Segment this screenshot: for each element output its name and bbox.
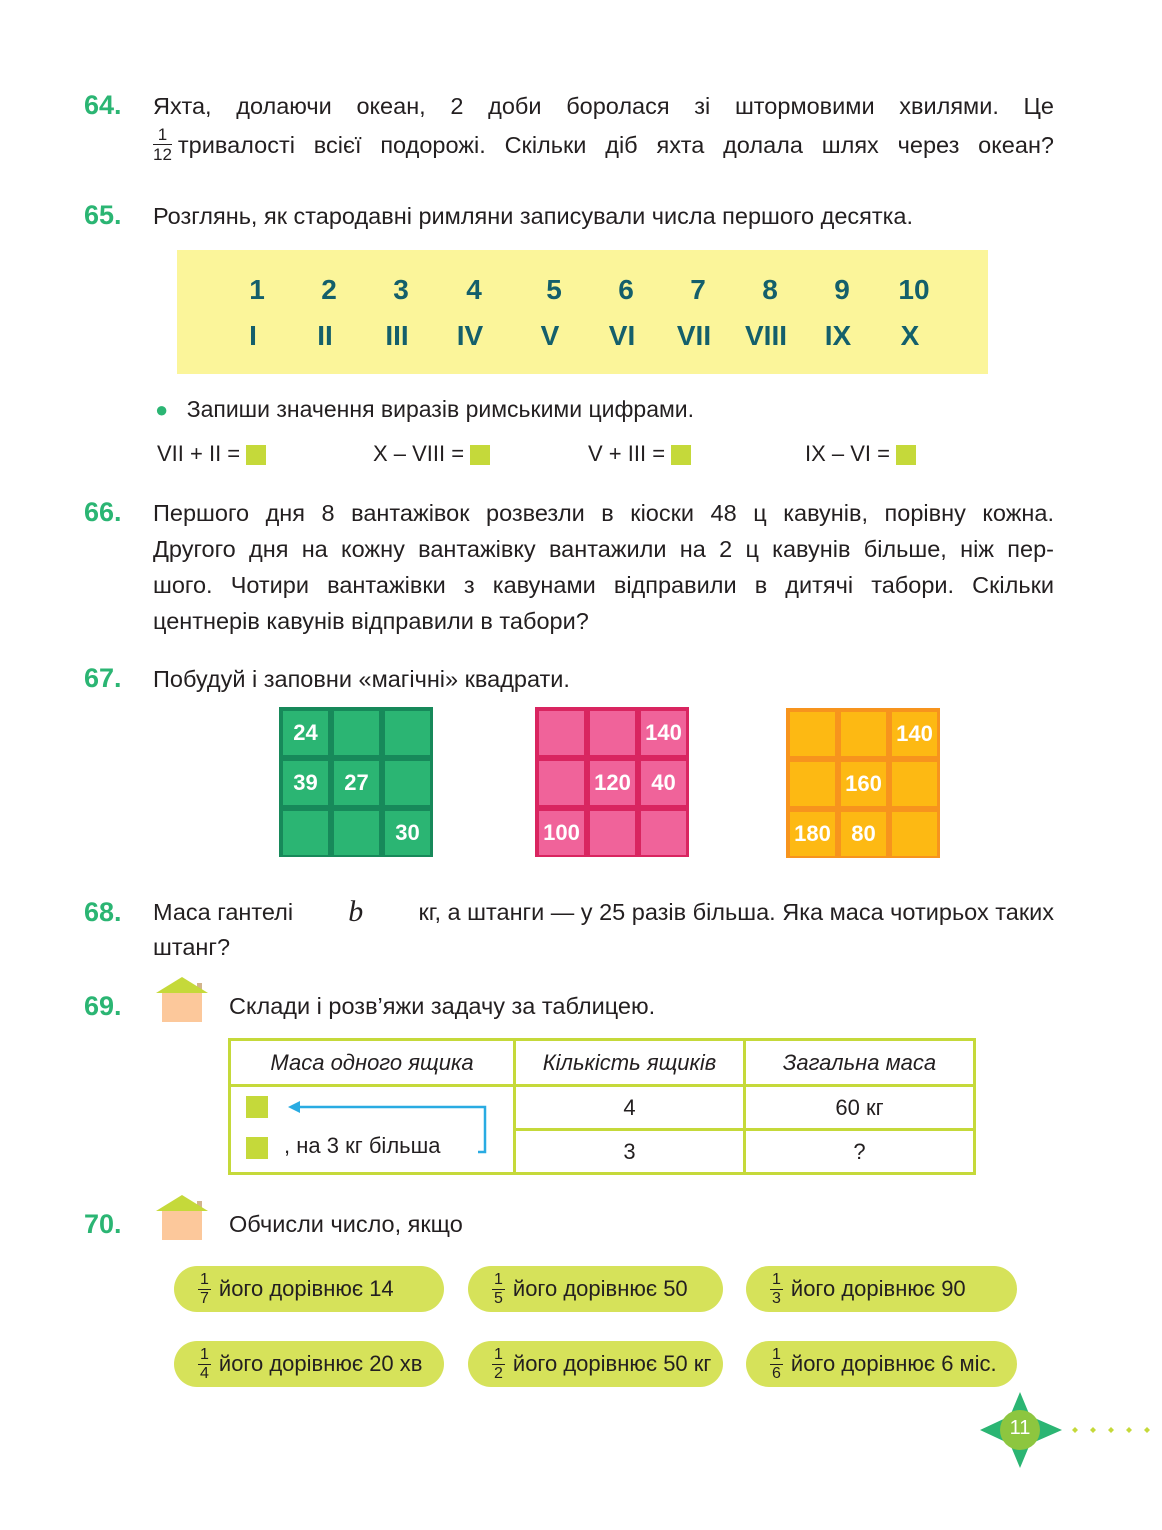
problem-number-64: 64. bbox=[84, 90, 122, 120]
fraction-denominator: 3 bbox=[772, 1289, 781, 1307]
count-cell-2: 3 bbox=[515, 1130, 745, 1174]
arabic-numeral: 8 bbox=[762, 274, 778, 305]
magic-square-cell bbox=[590, 811, 635, 855]
problem-66-line3: шого. Чотири вантажівки з кавунами відправили в дитячі табори. Скільки bbox=[153, 572, 1054, 598]
fraction-numerator: 1 bbox=[772, 1345, 781, 1363]
fraction-denominator: 4 bbox=[200, 1364, 209, 1382]
problem-68-part1: Маса гантелі bbox=[153, 899, 294, 925]
fraction-1-12 bbox=[153, 126, 172, 163]
magic-square-cell: 30 bbox=[385, 811, 430, 855]
arabic-numeral: 3 bbox=[393, 274, 409, 305]
expr-4 bbox=[805, 436, 916, 472]
row2-label: , на 3 кг більша bbox=[284, 1133, 441, 1158]
problem-number-65: 65. bbox=[84, 200, 122, 230]
arabic-numeral: 7 bbox=[690, 274, 706, 305]
expr-3 bbox=[588, 436, 691, 472]
arabic-numeral: 9 bbox=[834, 274, 850, 305]
problem-64-line2: тривалості всієї подорожі. Скільки діб яхта долала шлях через океан? bbox=[177, 131, 1054, 158]
home-task-icon bbox=[156, 977, 208, 1023]
magic-square-cell: 39 bbox=[283, 761, 328, 805]
arabic-numeral: 10 bbox=[898, 274, 930, 305]
roman-numeral: IX bbox=[824, 320, 852, 351]
magic-square-orange bbox=[786, 708, 940, 858]
answer-box bbox=[470, 445, 490, 465]
magic-square-cell: 140 bbox=[641, 711, 686, 755]
roman-numeral: V bbox=[540, 320, 560, 351]
pill-text: його дорівнює 90 bbox=[790, 1276, 966, 1301]
condition-pill bbox=[468, 1341, 723, 1387]
magic-square-cell bbox=[790, 762, 835, 806]
pill-fraction bbox=[492, 1347, 505, 1382]
arabic-numeral: 5 bbox=[546, 274, 562, 305]
pill-fraction bbox=[492, 1272, 505, 1307]
magic-square-cell bbox=[892, 812, 937, 856]
roman-numeral: VII bbox=[676, 320, 712, 351]
arabic-numeral: 2 bbox=[321, 274, 337, 305]
bullet-row bbox=[155, 391, 694, 428]
magic-square-cell: 40 bbox=[641, 761, 686, 805]
problem-68-part2: кг, а штанги — у 25 разів більша. Яка маса чотирьох таких bbox=[418, 899, 1054, 925]
count-cell-1: 4 bbox=[515, 1086, 745, 1130]
answer-box bbox=[246, 445, 266, 465]
magic-square-cell bbox=[334, 811, 379, 855]
fraction-numerator: 1 bbox=[494, 1270, 503, 1288]
fraction-numerator: 1 bbox=[494, 1345, 503, 1363]
problem-70-text: Обчисли число, якщо bbox=[229, 1211, 463, 1237]
problem-67-text: Побудуй і заповни «магічні» квадрати. bbox=[153, 666, 570, 692]
expr-1 bbox=[157, 436, 266, 472]
magic-square-cell: 140 bbox=[892, 712, 937, 756]
arabic-numeral: 4 bbox=[466, 274, 482, 305]
header-count: Кількість ящиків bbox=[515, 1040, 745, 1086]
answer-box bbox=[896, 445, 916, 465]
magic-square-cell bbox=[892, 762, 937, 806]
roman-numeral: III bbox=[385, 320, 409, 351]
magic-square-cell bbox=[385, 711, 430, 755]
mass-table bbox=[228, 1038, 976, 1175]
magic-square-cell bbox=[841, 712, 886, 756]
problem-64-line2-row bbox=[153, 126, 1054, 163]
problem-65-text: Розглянь, як стародавні римляни записували числа першого десятка. bbox=[153, 203, 914, 229]
fraction-numerator: 1 bbox=[200, 1270, 209, 1288]
pill-text: його дорівнює 14 bbox=[218, 1276, 394, 1301]
problem-number-70: 70. bbox=[84, 1209, 122, 1239]
problem-66-line2: Другого дня на кожну вантажівку вантажили на 2 ц кавунів більше, ніж пер- bbox=[153, 536, 1054, 562]
mass-cell bbox=[230, 1086, 515, 1174]
answer-box bbox=[671, 445, 691, 465]
roman-numeral: VI bbox=[608, 320, 636, 351]
magic-square-cell bbox=[385, 761, 430, 805]
bullet-dot: ● bbox=[155, 397, 169, 422]
magic-square-cell bbox=[790, 712, 835, 756]
magic-square-pink bbox=[535, 707, 689, 857]
pill-text: його дорівнює 20 хв bbox=[218, 1351, 423, 1376]
roman-numeral: I bbox=[249, 320, 257, 351]
expr-2 bbox=[373, 436, 490, 472]
page-number: 11 bbox=[1009, 1417, 1031, 1439]
arabic-numeral: 6 bbox=[618, 274, 634, 305]
magic-square-cell bbox=[283, 811, 328, 855]
fraction-denominator: 12 bbox=[153, 145, 172, 164]
roman-numeral: VIII bbox=[744, 320, 787, 351]
problem-68-line2: штанг? bbox=[153, 934, 231, 960]
header-total: Загальна маса bbox=[745, 1040, 975, 1086]
bullet-text: Запиши значення виразів римськими цифрами. bbox=[186, 396, 695, 422]
pill-fraction bbox=[198, 1272, 211, 1307]
magic-square-cell: 24 bbox=[283, 711, 328, 755]
problem-number-67: 67. bbox=[84, 663, 122, 693]
problem-number-68: 68. bbox=[84, 897, 122, 927]
fraction-denominator: 7 bbox=[200, 1289, 209, 1307]
roman-numeral: II bbox=[317, 320, 333, 351]
condition-pill bbox=[746, 1341, 1017, 1387]
expr-1-text: VII + II = bbox=[157, 441, 241, 466]
magic-square-cell: 180 bbox=[790, 812, 835, 856]
magic-square-cell bbox=[641, 811, 686, 855]
problem-64-line1: Яхта, долаючи океан, 2 доби боролася зі штормовими хвилями. Це bbox=[153, 93, 1054, 119]
expr-2-text: X – VIII = bbox=[373, 441, 465, 466]
header-mass-one: Маса одного ящика bbox=[230, 1040, 515, 1086]
pill-fraction bbox=[770, 1347, 783, 1382]
condition-pill bbox=[468, 1266, 723, 1312]
arabic-numeral: 1 bbox=[249, 274, 265, 305]
fraction-numerator: 1 bbox=[200, 1345, 209, 1363]
magic-square-green bbox=[279, 707, 433, 857]
roman-numeral: X bbox=[900, 320, 920, 351]
roman-numerals-table bbox=[177, 250, 988, 374]
answer-box bbox=[246, 1096, 268, 1118]
magic-square-cell: 80 bbox=[841, 812, 886, 856]
problem-69-text: Склади і розв’яжи задачу за таблицею. bbox=[229, 993, 656, 1019]
pill-fraction bbox=[198, 1347, 211, 1382]
home-task-icon bbox=[156, 1195, 208, 1241]
magic-square-cell: 27 bbox=[334, 761, 379, 805]
expr-4-text: IX – VI = bbox=[805, 441, 890, 466]
fraction-denominator: 5 bbox=[494, 1289, 503, 1307]
answer-box bbox=[246, 1137, 268, 1159]
pill-text: його дорівнює 50 кг bbox=[512, 1351, 712, 1376]
roman-numeral: IV bbox=[456, 320, 484, 351]
expr-3-text: V + III = bbox=[588, 441, 666, 466]
condition-pill bbox=[174, 1341, 444, 1387]
fraction-denominator: 6 bbox=[772, 1364, 781, 1382]
total-cell-1: 60 кг bbox=[745, 1086, 975, 1130]
total-cell-2: ? bbox=[745, 1130, 975, 1174]
pill-text: його дорівнює 6 міс. bbox=[790, 1351, 997, 1376]
fraction-numerator: 1 bbox=[153, 126, 172, 145]
magic-square-cell: 120 bbox=[590, 761, 635, 805]
problem-68-line1 bbox=[153, 894, 1054, 930]
magic-square-cell bbox=[539, 761, 584, 805]
variable-b: b bbox=[348, 895, 364, 928]
fraction-numerator: 1 bbox=[772, 1270, 781, 1288]
arrow-left-icon bbox=[286, 1096, 491, 1156]
problem-66-line4: центнерів кавунів відправили в табори? bbox=[153, 608, 589, 634]
magic-square-cell bbox=[334, 711, 379, 755]
condition-pill bbox=[746, 1266, 1017, 1312]
condition-pill bbox=[174, 1266, 444, 1312]
magic-square-cell bbox=[539, 711, 584, 755]
problem-66-line1: Першого дня 8 вантажівок розвезли в кіоски 48 ц кавунів, порівну кожна. bbox=[153, 500, 1054, 526]
fraction-denominator: 2 bbox=[494, 1364, 503, 1382]
magic-square-cell: 160 bbox=[841, 762, 886, 806]
problem-number-66: 66. bbox=[84, 497, 122, 527]
problem-number-69: 69. bbox=[84, 991, 122, 1021]
magic-square-cell bbox=[590, 711, 635, 755]
pill-text: його дорівнює 50 bbox=[512, 1276, 688, 1301]
magic-square-cell: 100 bbox=[539, 811, 584, 855]
pill-fraction bbox=[770, 1272, 783, 1307]
